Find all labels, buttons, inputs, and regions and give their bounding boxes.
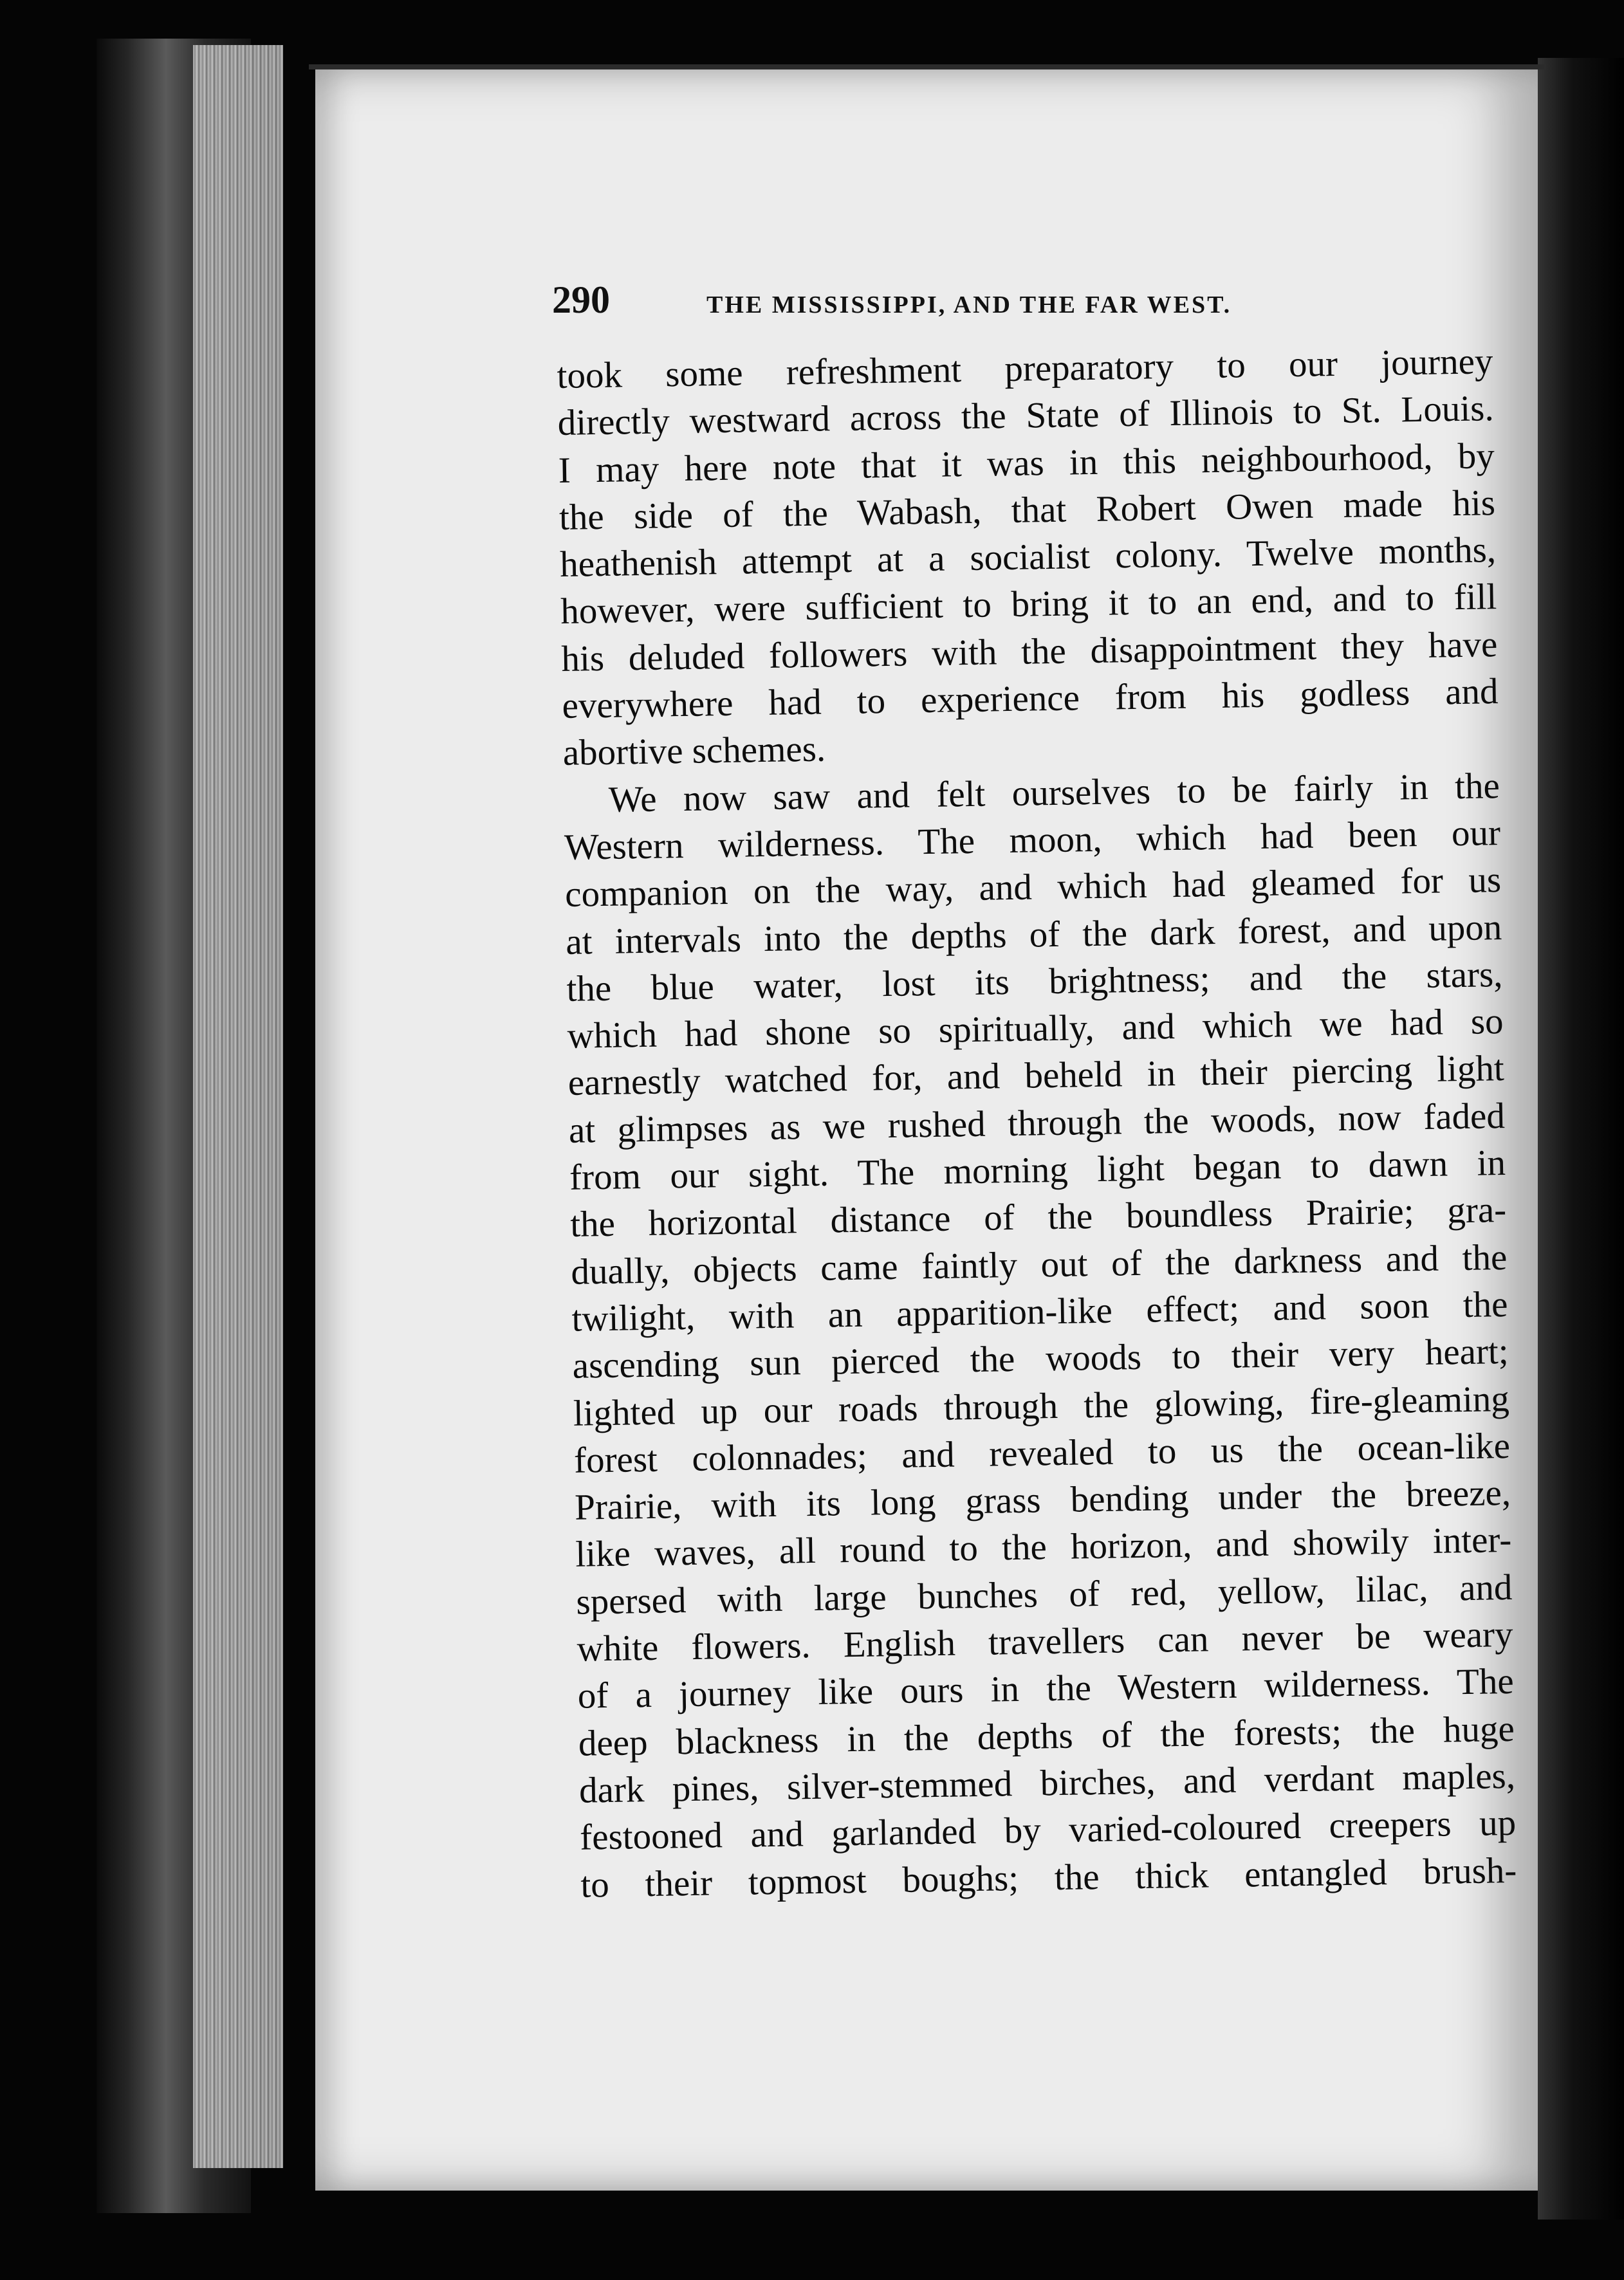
text-line: however, were sufficient to bring it to an end, and to fill (560, 576, 1497, 632)
paragraph-2 (563, 762, 1517, 1909)
text-line: dark pines, silver-stemmed birches, and verdant maples, (578, 1755, 1516, 1811)
text-line: lighted up our roads through the glowing, fire-gleaming (573, 1378, 1510, 1434)
text-line: abortive schemes. (562, 728, 826, 774)
paragraph-1 (557, 338, 1499, 777)
text-line: spersed with large bunches of red, yellow, lilac, and (576, 1567, 1513, 1623)
text-line: from our sight. The morning light began to dawn in (569, 1143, 1506, 1198)
text-line: took some refreshment preparatory to our journey (557, 341, 1493, 396)
text-line: at glimpses as we rushed through the woods, now faded (568, 1095, 1506, 1151)
text-line: heathenish attempt at a socialist colony. Twelve months, (559, 529, 1497, 585)
page-top-edge (309, 64, 1544, 69)
text-line: the horizontal distance of the boundless Prairie; gra- (569, 1190, 1507, 1246)
text-line: which had shone so spiritually, and which we had so (567, 1001, 1504, 1057)
text-line: ascending sun pierced the woods to their very heart; (572, 1331, 1509, 1387)
text-line: companion on the way, and which had gleamed for us (564, 860, 1502, 915)
page-edges (193, 45, 283, 2168)
text-line: the side of the Wabash, that Robert Owen made his (558, 483, 1496, 538)
text-line: deep blackness in the depths of the forests; the huge (578, 1708, 1515, 1764)
text-line: at intervals into the depths of the dark forest, and upon (565, 906, 1502, 962)
text-line: earnestly watched for, and beheld in their piercing light (567, 1048, 1505, 1104)
running-title: THE MISSISSIPPI, AND THE FAR WEST. (706, 291, 1232, 318)
text-line: Prairie, with its long grass bending under the breeze, (574, 1473, 1511, 1528)
text-line: Western wilderness. The moon, which had been our (564, 813, 1501, 868)
text-line: of a journey like ours in the Western wilderness. The (577, 1661, 1515, 1717)
text-line: dually, objects came faintly out of the darkness and the (570, 1237, 1508, 1292)
page-number: 290 (552, 279, 610, 321)
body-text (557, 338, 1517, 1908)
text-line: the blue water, lost its brightness; and the stars, (566, 953, 1503, 1009)
text-line: his deluded followers with the disappointment they have (560, 623, 1498, 679)
right-edge-shadow (1538, 58, 1624, 2220)
text-line: I may here note that it was in this neighbourhood, by (558, 435, 1495, 491)
text-line: everywhere had to experience from his godless and (562, 671, 1499, 727)
text-line: directly westward across the State of Illinois to St. Louis. (557, 388, 1495, 444)
text-line: festooned and garlanded by varied-coloured creepers up (579, 1803, 1517, 1858)
text-line: twilight, with an apparition-like effect; and soon the (571, 1283, 1508, 1339)
page-header (552, 278, 1337, 342)
text-line: forest colonnades; and revealed to us the ocean-like (573, 1425, 1511, 1481)
text-line: We now saw and felt ourselves to be fairly in the (608, 765, 1500, 820)
text-line: to their topmost boughs; the thick entangled brush- (580, 1850, 1517, 1906)
text-line: like waves, all round to the horizon, and showily inter- (575, 1520, 1512, 1576)
text-line: white flowers. English travellers can never be weary (577, 1613, 1513, 1669)
